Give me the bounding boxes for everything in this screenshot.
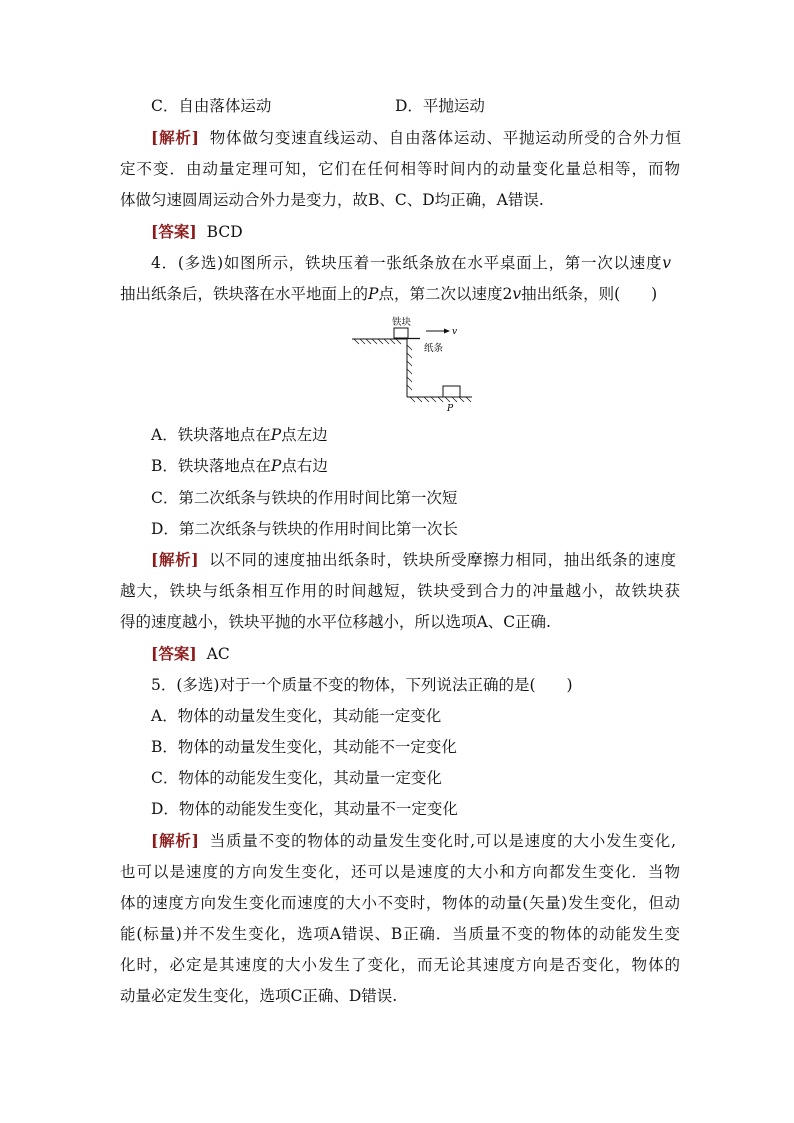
analysis-tag: [解析] (151, 831, 199, 850)
q4-option-d: D．第二次纸条与铁块的作用时间比第一次长 (151, 520, 458, 538)
q3-analysis-line-3: 体做匀速圆周运动合外力是变力，故B、C、D均正确，A错误. (120, 191, 544, 209)
iron-block-figure (350, 315, 475, 415)
q4-option-c: C．第二次纸条与铁块的作用时间比第一次短 (151, 489, 458, 507)
q4-analysis-line-2: 越大，铁块与纸条相互作用的时间越短，铁块受到合力的冲量越小，故铁块获 (120, 582, 680, 600)
q5-analysis-line-4: 能(标量)并不发生变化，选项A错误、B正确．当质量不变的物体的动能发生变 (120, 925, 680, 943)
q3-analysis-line-2: 定不变．由动量定理可知，它们在任何相等时间内的动量变化量总相等，而物 (120, 160, 680, 178)
analysis-tag: [解析] (151, 550, 199, 569)
q4-stem-line-1: 4．(多选)如图所示，铁块压着一张纸条放在水平桌面上，第一次以速度v (151, 254, 671, 272)
answer-tag: [答案] (151, 644, 197, 663)
q3-answer (151, 221, 711, 243)
velocity-label: v (452, 327, 458, 337)
q5-option-a: A．物体的动量发生变化，其动能一定变化 (151, 707, 442, 725)
q5-option-c: C．物体的动能发生变化，其动量一定变化 (151, 769, 442, 787)
q4-analysis-line-1: [解析] 以不同的速度抽出纸条时，铁块所受摩擦力相同，抽出纸条的速度 (151, 550, 676, 569)
q4-option-b: B．铁块落地点在P点右边 (151, 457, 328, 475)
point-p-label: P (447, 404, 454, 414)
iron-block (394, 328, 408, 338)
landed-block (443, 386, 460, 397)
strip-label: 纸条 (424, 343, 444, 354)
answer-tag: [答案] (151, 222, 197, 241)
q5-analysis-line-1: [解析] 当质量不变的物体的动量发生变化时,可以是速度的大小发生变化, (151, 831, 676, 850)
q5-option-d: D．物体的动能发生变化，其动量不一定变化 (151, 800, 458, 818)
q5-analysis-line-5: 化时，必定是其速度的大小发生了变化，而无论其速度方向是否变化，物体的 (120, 956, 680, 974)
q3-option-c: C．自由落体运动 (151, 97, 272, 115)
q3-option-d: D．平抛运动 (395, 97, 485, 115)
answer-value: BCD (206, 223, 243, 241)
q5-stem: 5．(多选)对于一个质量不变的物体，下列说法正确的是( ) (151, 676, 573, 694)
analysis-tag: [解析] (151, 128, 199, 147)
block-label: 铁块 (392, 317, 412, 328)
answer-value: AC (206, 645, 230, 663)
q5-analysis-line-6: 动量必定发生变化，选项C正确、D错误. (120, 987, 398, 1005)
q4-answer (151, 643, 711, 665)
q4-analysis-line-3: 得的速度越小，铁块平抛的水平位移越小，所以选项A、C正确. (120, 613, 551, 631)
q5-analysis-line-3: 体的速度方向发生变化而速度的大小不变时，物体的动量(矢量)发生变化，但动 (120, 894, 680, 912)
q4-option-a: A．铁块落地点在P点左边 (151, 426, 328, 444)
q3-analysis-line-1: [解析] 物体做匀变速直线运动、自由落体运动、平抛运动所受的合外力恒 (151, 128, 681, 147)
q4-stem-line-2: 抽出纸条后，铁块落在水平地面上的P点，第二次以速度2v抽出纸条，则( ) (120, 285, 658, 303)
q5-option-b: B．物体的动量发生变化，其动能不一定变化 (151, 738, 457, 756)
q5-analysis-line-2: 也可以是速度的方向发生变化，还可以是速度的大小和方向都发生变化．当物 (120, 863, 680, 881)
